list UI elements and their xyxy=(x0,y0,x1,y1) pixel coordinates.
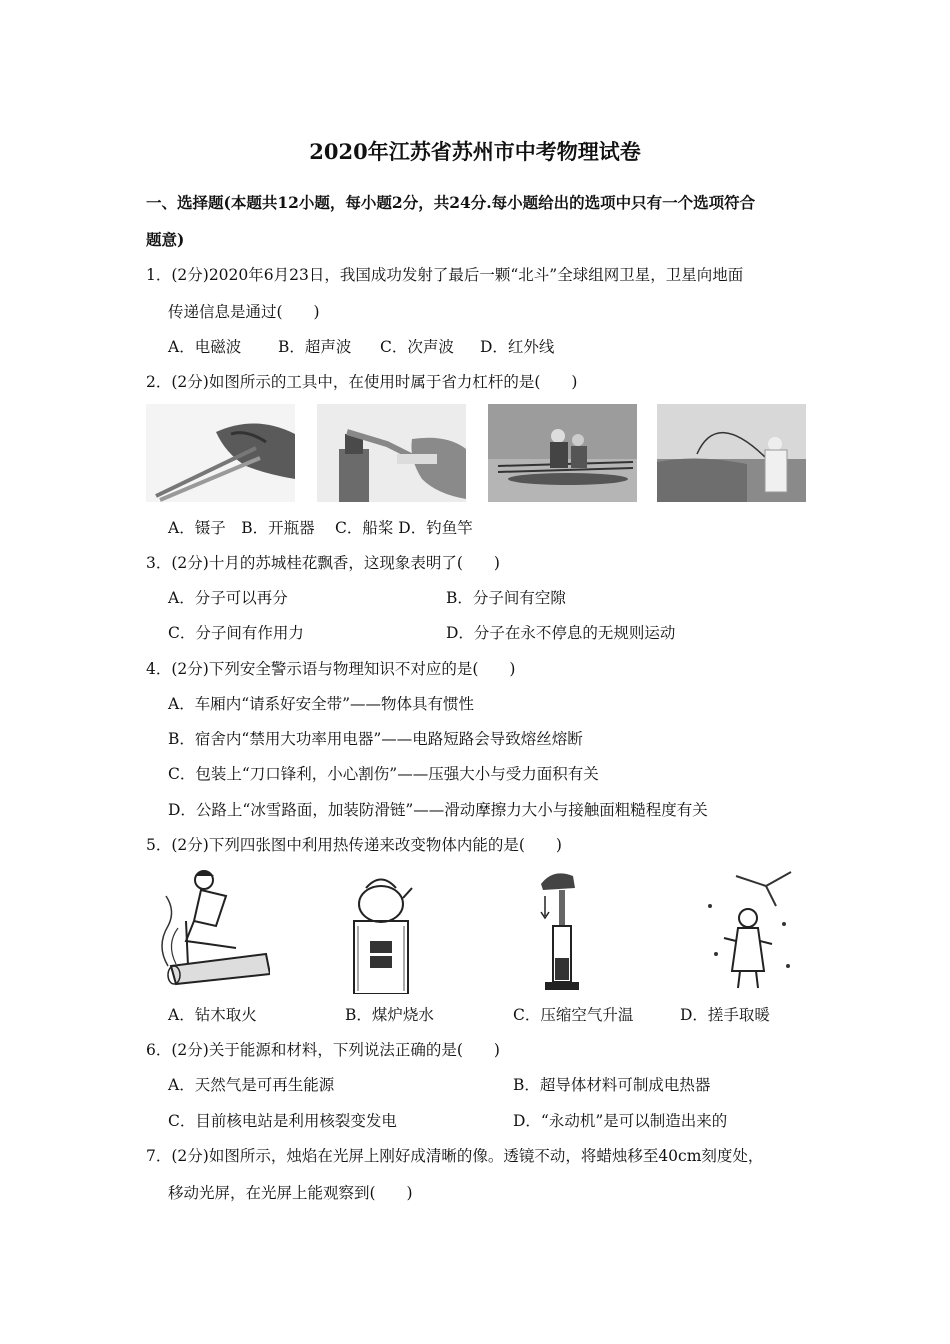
q5-option-c: C．压缩空气升温 xyxy=(513,1006,634,1024)
coal-stove-kettle-illustration xyxy=(348,866,414,994)
q1-stem-line1: 1．(2分)2020年6月23日，我国成功发射了最后一颗“北斗”全球组网卫星，卫星向地面 xyxy=(146,266,744,284)
q1-option-c: C．次声波 xyxy=(380,338,454,356)
q7-stem-line2: 移动光屏，在光屏上能观察到( ) xyxy=(168,1184,413,1202)
q3-option-c: C．分子间有作用力 xyxy=(168,624,304,642)
q2-stem: 2．(2分)如图所示的工具中，在使用时属于省力杠杆的是( ) xyxy=(146,373,578,391)
q4-option-c: C．包装上“刀口锋利，小心割伤”——压强大小与受力面积有关 xyxy=(168,765,599,783)
fishing-rod-photo xyxy=(657,404,806,502)
q6-option-a: A．天然气是可再生能源 xyxy=(168,1076,335,1094)
q1-option-d: D．红外线 xyxy=(480,338,555,356)
compressed-air-pump-illustration xyxy=(533,866,591,994)
drilling-wood-fire-illustration xyxy=(146,866,270,994)
q3-stem: 3．(2分)十月的苏城桂花飘香，这现象表明了( ) xyxy=(146,554,500,572)
q6-option-c: C．目前核电站是利用核裂变发电 xyxy=(168,1112,397,1130)
q4-option-b: B．宿舍内“禁用大功率用电器”——电路短路会导致熔丝熔断 xyxy=(168,730,583,748)
q1-stem-line2: 传递信息是通过( ) xyxy=(168,303,320,321)
tweezers-photo xyxy=(146,404,295,502)
q7-stem-line1: 7．(2分)如图所示，烛焰在光屏上刚好成清晰的像。透镜不动，将蜡烛移至40cm刻度处， xyxy=(146,1147,764,1165)
q6-stem: 6．(2分)关于能源和材料，下列说法正确的是( ) xyxy=(146,1041,500,1059)
q3-option-d: D．分子在永不停息的无规则运动 xyxy=(446,624,676,642)
q4-stem: 4．(2分)下列安全警示语与物理知识不对应的是( ) xyxy=(146,660,516,678)
q1-option-b: B．超声波 xyxy=(278,338,352,356)
q5-option-a: A．钻木取火 xyxy=(168,1006,257,1024)
q5-option-b: B．煤炉烧水 xyxy=(345,1006,434,1024)
q4-option-d: D．公路上“冰雪路面，加装防滑链”——滑动摩擦力大小与接触面粗糙程度有关 xyxy=(168,801,708,819)
q2-options: A．镊子 B．开瓶器 C．船桨 D．钓鱼竿 xyxy=(168,519,473,537)
section-heading-line2: 题意) xyxy=(146,230,185,249)
q6-option-d: D．“永动机”是可以制造出来的 xyxy=(513,1112,728,1130)
section-heading-line1: 一、选择题(本题共12小题，每小题2分，共24分.每小题给出的选项中只有一个选项符合 xyxy=(146,193,756,212)
rowing-photo xyxy=(488,404,637,502)
q1-option-a: A．电磁波 xyxy=(168,338,242,356)
q5-option-d: D．搓手取暖 xyxy=(680,1006,770,1024)
q5-stem: 5．(2分)下列四张图中利用热传递来改变物体内能的是( ) xyxy=(146,836,562,854)
q4-option-a: A．车厢内“请系好安全带”——物体具有惯性 xyxy=(168,695,475,713)
page-title: 2020年江苏省苏州市中考物理试卷 xyxy=(309,139,641,164)
q6-option-b: B．超导体材料可制成电热器 xyxy=(513,1076,711,1094)
q3-option-b: B．分子间有空隙 xyxy=(446,589,566,607)
rubbing-hands-illustration xyxy=(696,866,802,994)
bottle-opener-photo xyxy=(317,404,466,502)
q3-option-a: A．分子可以再分 xyxy=(168,589,288,607)
